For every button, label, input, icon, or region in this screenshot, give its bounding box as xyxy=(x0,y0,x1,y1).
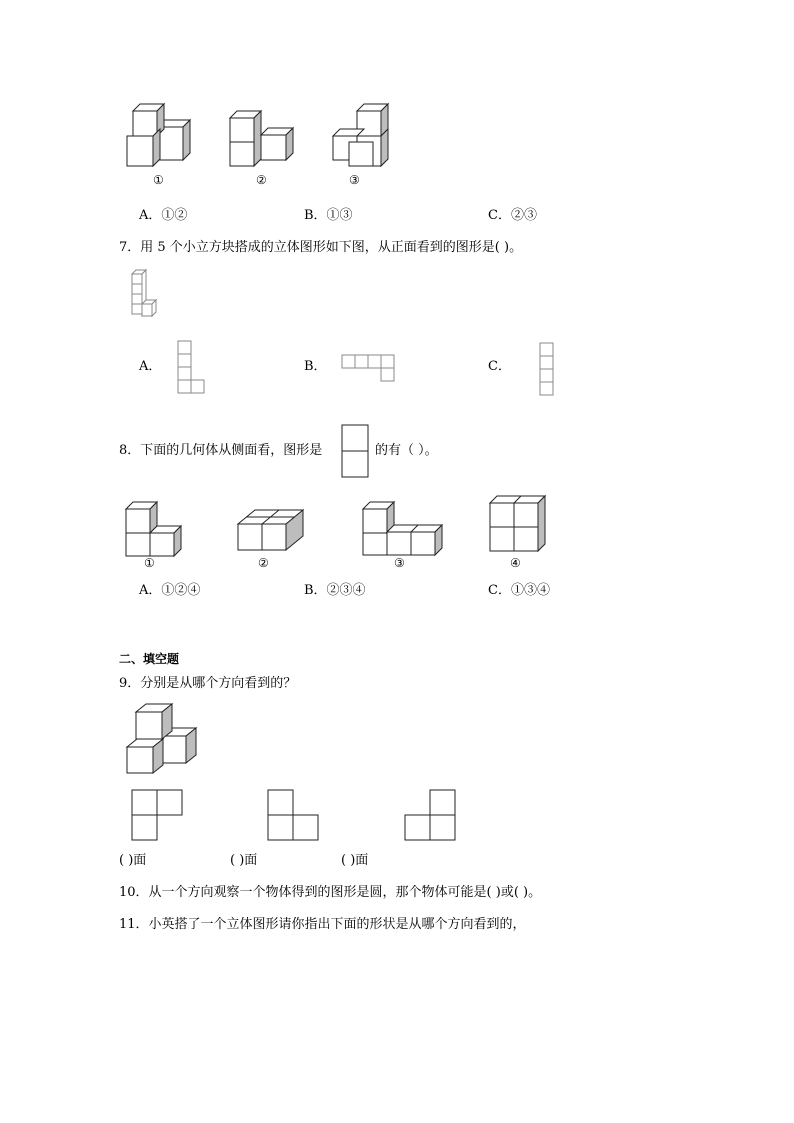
q8-figure-label-2: ② xyxy=(258,556,269,570)
q7-option-b[interactable]: B． xyxy=(304,359,327,374)
q9-question: 9．分别是从哪个方向看到的？ xyxy=(119,676,297,691)
q8-option-b[interactable]: B．②③④ xyxy=(304,583,366,598)
q6-option-b[interactable]: B．①③ xyxy=(304,208,353,223)
q10-question: 10．从一个方向观察一个物体得到的图形是圆，那个物体可能是( )或( )。 xyxy=(119,885,542,900)
section-heading-fill-in: 二、填空题 xyxy=(119,652,180,666)
q8-option-a[interactable]: A．①②④ xyxy=(139,583,201,598)
q7-question: 7．用 5 个小立方块搭成的立体图形如下图，从正面看到的图形是( )。 xyxy=(119,240,523,255)
q8-figure-label-4: ④ xyxy=(510,556,521,570)
q8-figure-label-1: ① xyxy=(144,556,155,570)
q7-option-c[interactable]: C． xyxy=(488,359,511,374)
q9-blank-2[interactable]: ( )面 xyxy=(230,853,258,868)
q6-option-a[interactable]: A．①② xyxy=(139,208,188,223)
q7-option-a[interactable]: A． xyxy=(139,359,162,374)
q11-question: 11．小英搭了一个立体图形请你指出下面的形状是从哪个方向看到的， xyxy=(119,917,526,932)
q8-question-prefix: 8．下面的几何体从侧面看，图形是 xyxy=(119,443,323,458)
q6-figure-label-3: ③ xyxy=(349,173,360,187)
q9-blank-1[interactable]: ( )面 xyxy=(119,853,147,868)
q9-blank-3[interactable]: ( )面 xyxy=(341,853,369,868)
q6-figure-label-2: ② xyxy=(256,173,267,187)
q8-question-suffix: 的有（ ）。 xyxy=(375,443,438,458)
q8-figure-label-3: ③ xyxy=(394,556,405,570)
q6-figure-label-1: ① xyxy=(153,173,164,187)
q6-option-c[interactable]: C．②③ xyxy=(488,208,537,223)
q8-option-c[interactable]: C．①③④ xyxy=(488,583,550,598)
